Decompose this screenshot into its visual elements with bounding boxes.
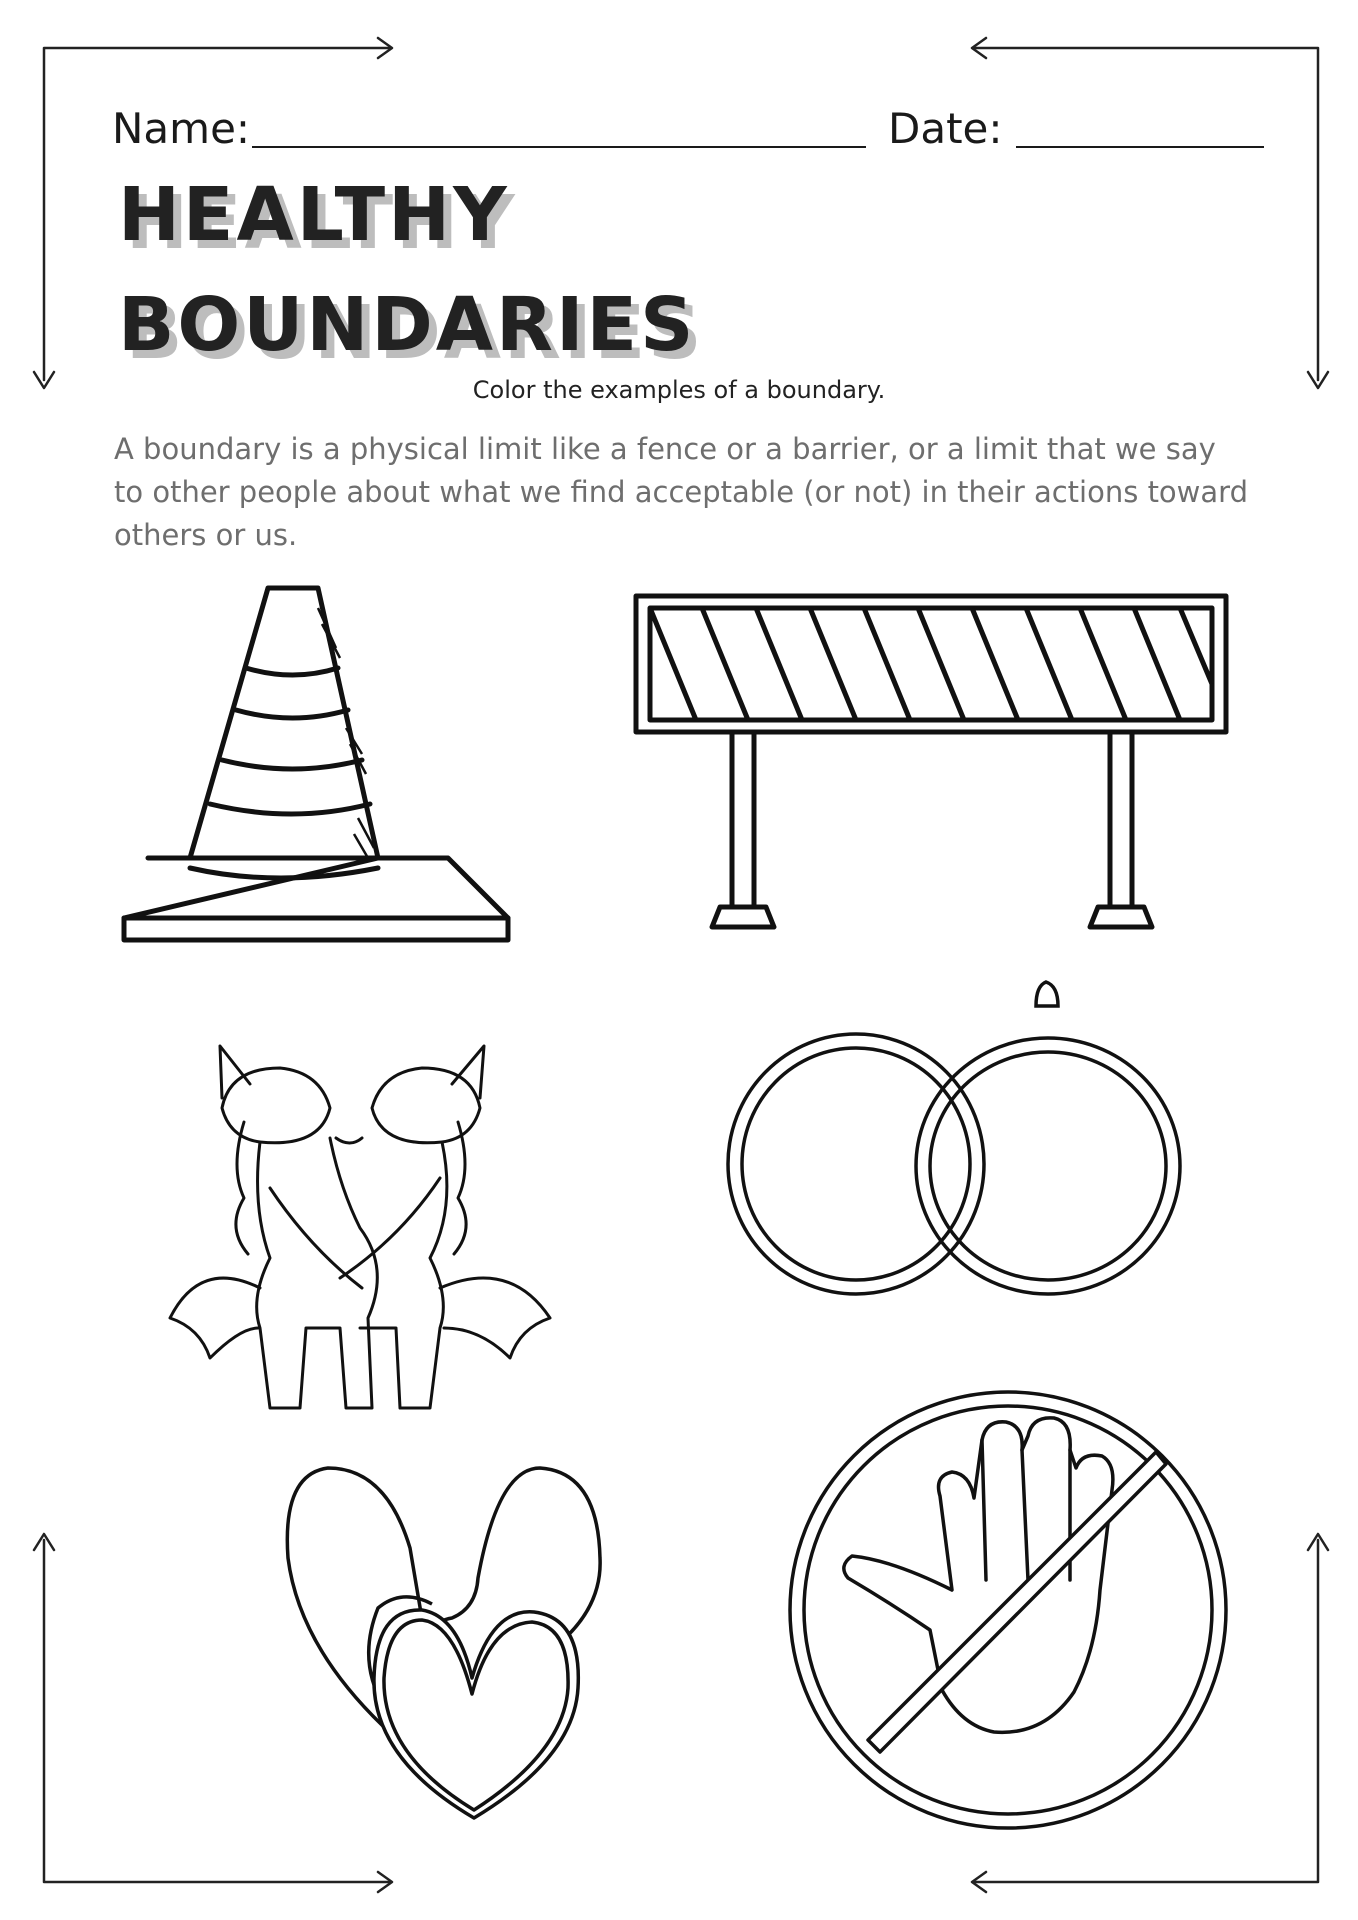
- name-label: Name:: [112, 104, 251, 153]
- name-field[interactable]: [252, 146, 866, 148]
- rings-icon: [718, 976, 1194, 1306]
- hugging-unicorns-icon: [140, 1028, 580, 1428]
- stop-hand-icon: [782, 1380, 1234, 1840]
- instruction-text: Color the examples of a boundary.: [472, 376, 886, 404]
- date-field[interactable]: [1016, 146, 1264, 148]
- hearts-icon: [282, 1448, 654, 1828]
- page-title-line-2: BOUNDARIES: [118, 282, 697, 368]
- road-barrier-icon: [632, 592, 1232, 940]
- page-title-line-1: HEALTHY: [118, 172, 510, 258]
- traffic-cone-icon: [118, 578, 530, 948]
- description-text: A boundary is a physical limit like a fence or a barrier, or a limit that we say to other people about what we find acceptable (or not) in their actions toward others or us.: [114, 432, 1248, 552]
- date-label: Date:: [888, 104, 1003, 153]
